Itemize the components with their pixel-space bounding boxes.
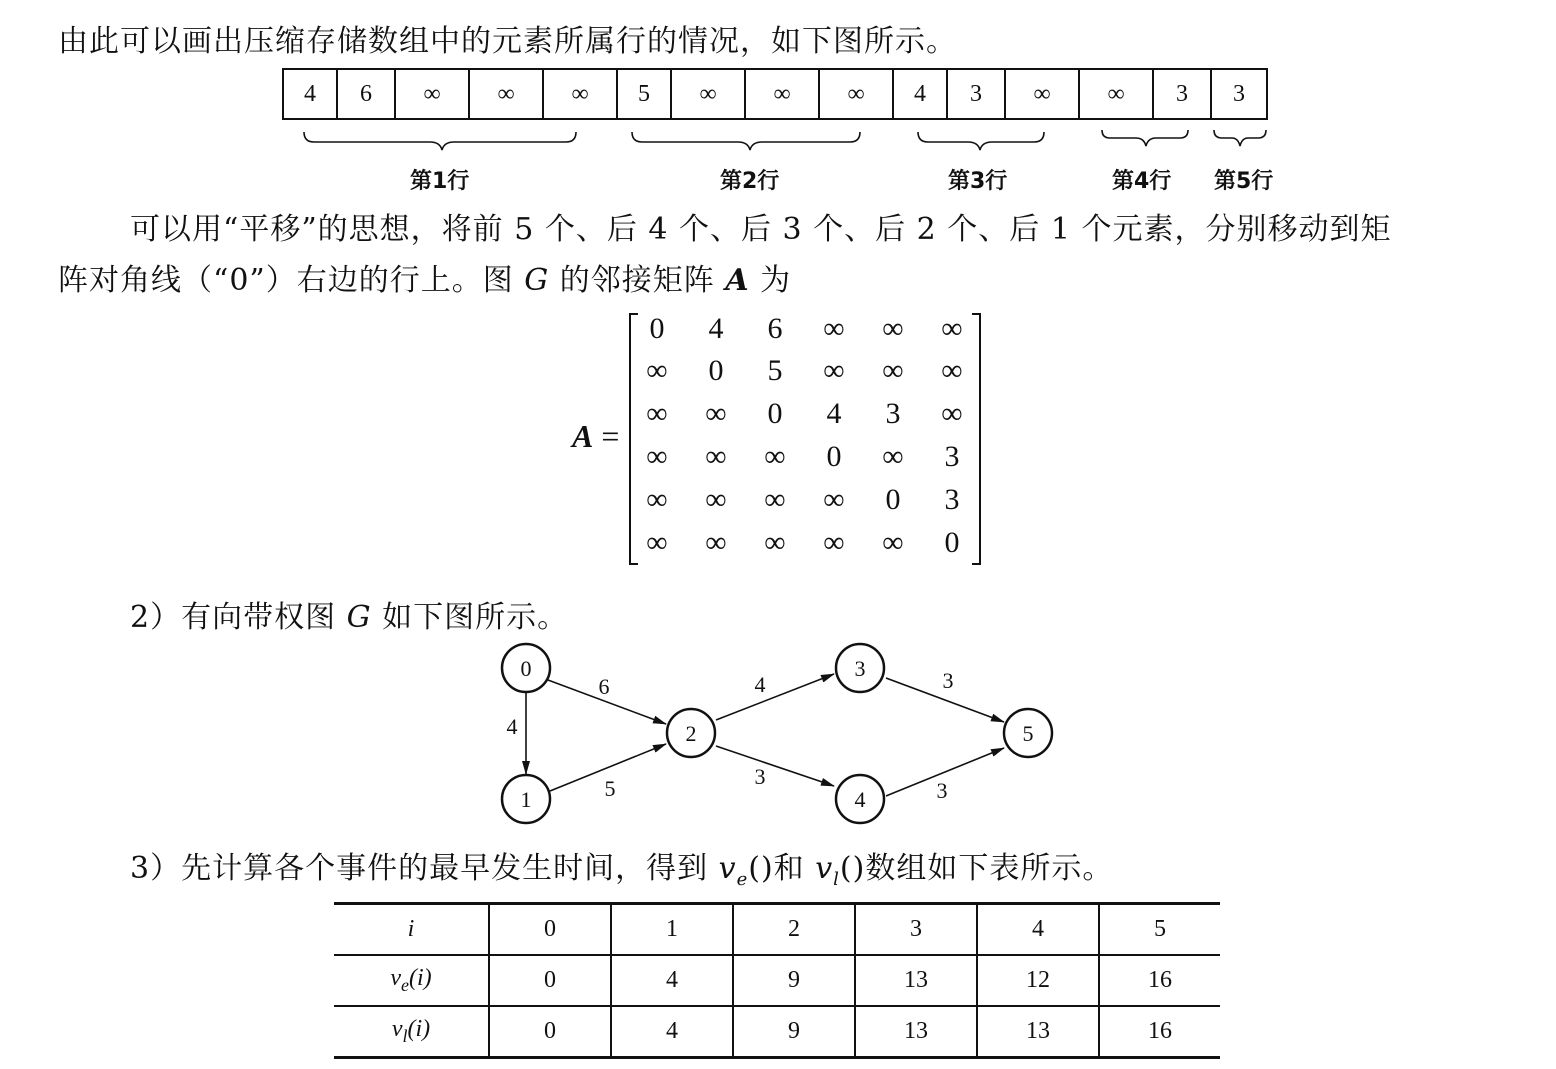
array-cell: 3: [1233, 80, 1245, 107]
event-time-table: [334, 902, 1220, 1059]
weight-label: 3: [936, 778, 948, 803]
ve-paren: (i): [409, 965, 432, 992]
node-label: 4: [854, 787, 866, 812]
matrix-cell: 0: [885, 483, 901, 516]
brace-row-2: [632, 132, 860, 150]
text-segment: 3）先计算各个事件的最早发生时间，得到: [130, 851, 719, 886]
array-cell: 4: [284, 70, 338, 118]
text-segment: 如下图所示。: [371, 600, 569, 635]
adjacency-matrix: [628, 312, 982, 566]
matrix-cell: 0: [944, 526, 960, 559]
row-label-1: 第1行: [410, 169, 470, 194]
weighted-digraph: [490, 636, 1070, 836]
table-row-ve: [334, 955, 1220, 1006]
array-cell: ∞: [746, 70, 820, 118]
weight-label: 5: [604, 776, 616, 801]
table-cell: 13: [855, 955, 977, 1006]
array-cell: 4: [894, 70, 948, 118]
brace-row-1: [304, 132, 576, 150]
row-label-3: 第3行: [948, 169, 1008, 194]
matrix-cell: 4: [708, 312, 724, 345]
matrix-cell: ∞: [941, 354, 963, 387]
ve-symbol: v: [390, 965, 401, 992]
vl-subscript: l: [833, 869, 840, 890]
matrix-cell: ∞: [764, 440, 786, 473]
matrix-cell: ∞: [764, 483, 786, 516]
node-label: 0: [520, 656, 532, 681]
array-cell: ∞: [1006, 70, 1080, 118]
matrix-cell: 0: [708, 354, 724, 387]
vl-subscript: l: [402, 1025, 408, 1046]
weight-label: 3: [754, 764, 766, 789]
matrix-cell: ∞: [823, 526, 845, 559]
paragraph-table-caption: [130, 843, 1113, 890]
text-segment: 为: [749, 263, 792, 298]
array-cell: 6: [338, 70, 396, 118]
table-cell: 9: [733, 1006, 855, 1058]
paragraph-intro: 由此可以画出压缩存储数组中的元素所属行的情况，如下图所示。: [58, 24, 957, 59]
text-segment: 2）有向带权图: [130, 600, 347, 635]
header-cell-i: i: [407, 916, 415, 942]
matrix-cell: 0: [649, 312, 665, 345]
table-cell: 0: [489, 1006, 611, 1058]
matrix-cell: 3: [944, 483, 960, 516]
matrix-cell: ∞: [646, 397, 668, 430]
node-label: 2: [685, 721, 697, 746]
table-cell: 13: [855, 1006, 977, 1058]
matrix-cell: ∞: [646, 526, 668, 559]
weight-label: 3: [942, 668, 954, 693]
table-cell: 4: [611, 1006, 733, 1058]
equals-sign: =: [601, 418, 620, 454]
table-cell: 16: [1099, 1006, 1220, 1058]
matrix-cell: ∞: [764, 526, 786, 559]
matrix-cell: ∞: [705, 483, 727, 516]
edge-2-3: [716, 674, 834, 720]
node-label: 5: [1022, 721, 1034, 746]
matrix-cell: 4: [826, 397, 842, 430]
matrix-cell: ∞: [705, 440, 727, 473]
weight-label: 4: [754, 672, 766, 697]
header-cell: 3: [855, 904, 977, 956]
matrix-cell: ∞: [646, 354, 668, 387]
text-segment: 阵对角线（“0”）右边的行上。图: [58, 263, 525, 298]
vl-paren: (i): [407, 1016, 431, 1043]
table-cell: 9: [733, 955, 855, 1006]
matrix-cell: 3: [885, 397, 901, 430]
array-cell: ∞: [820, 70, 894, 118]
matrix-cell: ∞: [941, 397, 963, 430]
brace-row-3: [918, 132, 1044, 150]
matrix-name: A: [572, 418, 594, 454]
table-cell: 4: [611, 955, 733, 1006]
table-row-vl: [334, 1006, 1220, 1058]
matrix-cell: ∞: [882, 312, 904, 345]
array-cell: 3: [1154, 70, 1212, 118]
table-header-row: [334, 904, 1220, 956]
matrix-cell: ∞: [941, 312, 963, 345]
ve-symbol: v: [718, 851, 737, 886]
row-label-vl: [334, 1006, 489, 1058]
brace-row-5: [1214, 130, 1266, 146]
paragraph-graph-caption: [130, 592, 568, 636]
row-label-ve: [334, 955, 489, 1006]
table-cell: 13: [977, 1006, 1099, 1058]
header-cell: 2: [733, 904, 855, 956]
matrix-cell: 3: [944, 440, 960, 473]
matrix-cell: ∞: [646, 440, 668, 473]
row-label-5: 第5行: [1214, 169, 1274, 194]
matrix-cell: ∞: [705, 526, 727, 559]
vl-symbol: v: [391, 1016, 403, 1043]
vl-symbol: v: [815, 851, 834, 886]
table-cell: 16: [1099, 955, 1220, 1006]
paragraph-shift-line1: 可以用“平移”的思想，将前 5 个、后 4 个、后 3 个、后 2 个、后 1 个元素，分别移动到矩: [130, 212, 1392, 247]
matrix-cell: ∞: [823, 354, 845, 387]
ve-subscript: e: [736, 869, 749, 890]
matrix-cell: 5: [767, 354, 783, 387]
graph-symbol-G: G: [524, 263, 550, 298]
row-label-4: 第4行: [1112, 169, 1172, 194]
text-segment: ()数组如下表所示。: [839, 851, 1114, 886]
array-cell: ∞: [1080, 70, 1154, 118]
node-label: 1: [520, 787, 532, 812]
matrix-symbol-A: A: [725, 263, 750, 298]
matrix-cell: 6: [767, 312, 783, 345]
table-cell: 12: [977, 955, 1099, 1006]
text-segment: 的邻接矩阵: [549, 263, 726, 298]
matrix-label: [572, 418, 619, 455]
matrix-cell: ∞: [823, 312, 845, 345]
weight-label: 6: [598, 674, 610, 699]
matrix-cell: ∞: [705, 397, 727, 430]
array-cell: ∞: [544, 70, 618, 118]
table-cell: 0: [489, 955, 611, 1006]
array-cell: ∞: [396, 70, 470, 118]
array-cell: 3: [948, 70, 1006, 118]
header-cell: 0: [489, 904, 611, 956]
ve-subscript: e: [401, 974, 409, 995]
matrix-cell: ∞: [882, 354, 904, 387]
brace-row-4: [1102, 130, 1188, 146]
matrix-cell: 0: [826, 440, 842, 473]
array-cell: ∞: [672, 70, 746, 118]
matrix-cell: 0: [767, 397, 783, 430]
weight-label: 4: [506, 714, 518, 739]
node-label: 3: [854, 656, 866, 681]
matrix-cell: ∞: [882, 440, 904, 473]
graph-symbol-G: G: [346, 600, 372, 635]
matrix-cell: ∞: [646, 483, 668, 516]
array-cell: 5: [618, 70, 672, 118]
header-cell: 5: [1099, 904, 1220, 956]
edge-2-4: [716, 746, 834, 786]
header-cell: 4: [977, 904, 1099, 956]
row-label-2: 第2行: [720, 169, 780, 194]
array-cell: ∞: [470, 70, 544, 118]
matrix-cell: ∞: [823, 483, 845, 516]
header-cell: 1: [611, 904, 733, 956]
matrix-cell: ∞: [882, 526, 904, 559]
text-segment: ()和: [748, 851, 816, 886]
paragraph-shift-line2: [58, 255, 791, 299]
